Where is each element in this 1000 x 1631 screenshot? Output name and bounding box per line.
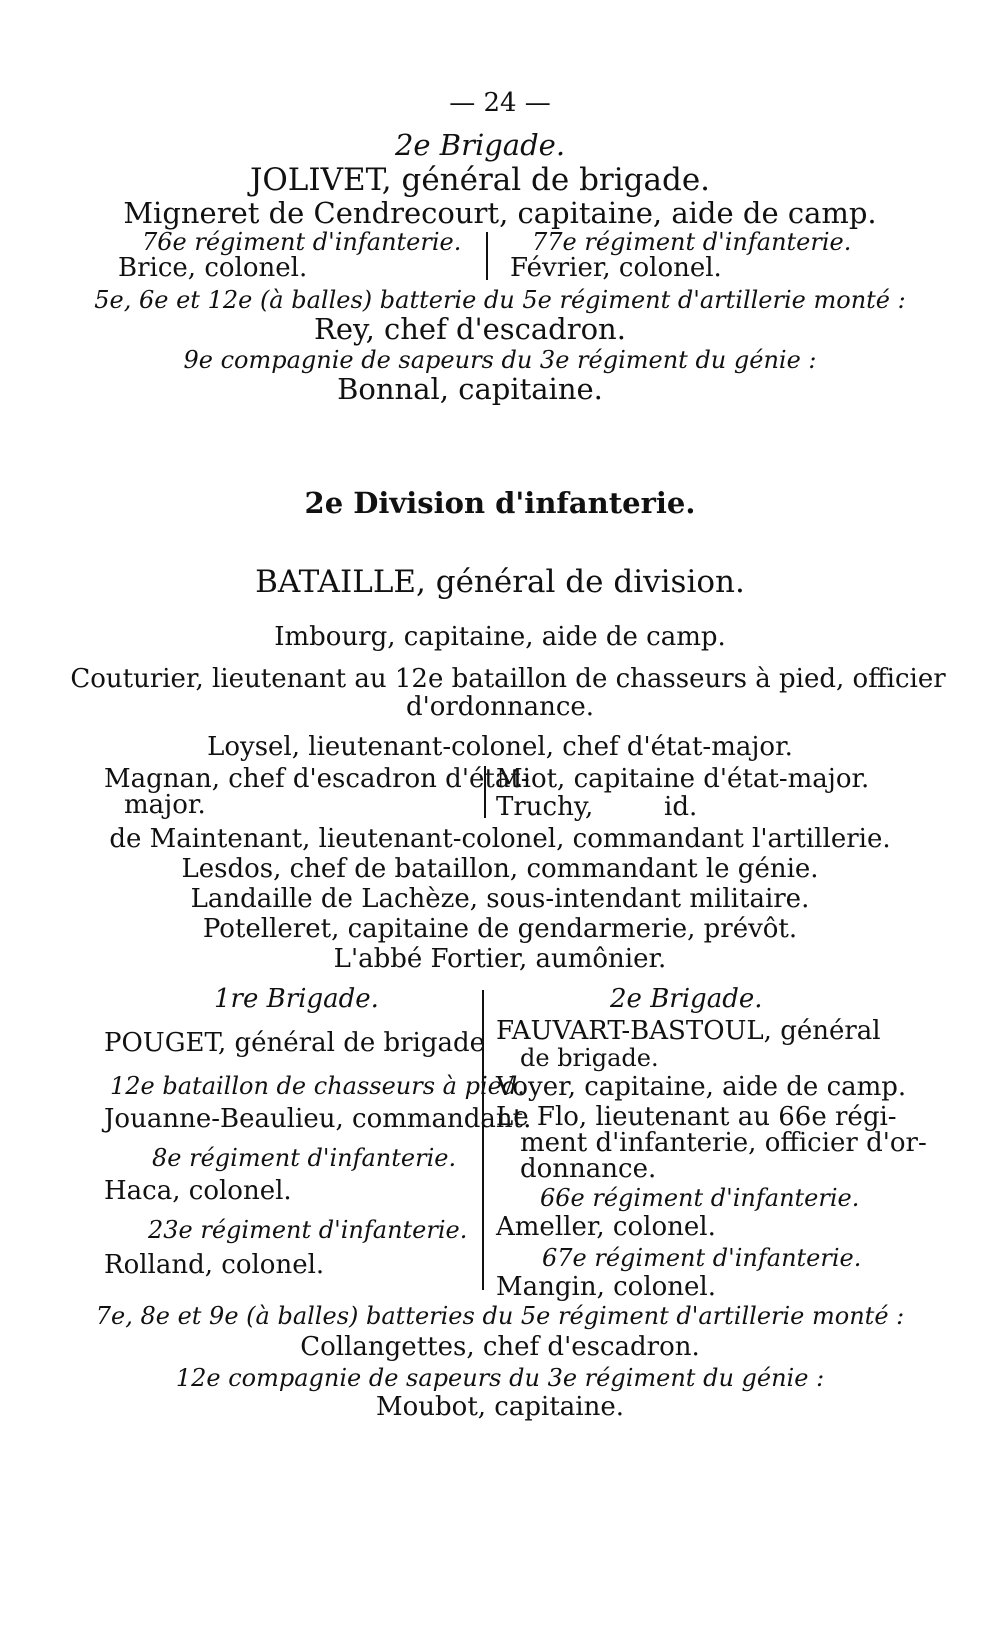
footer-engineers-cmd: Moubot, capitaine. bbox=[376, 1392, 624, 1422]
section1-general: JOLIVET, général de brigade. bbox=[249, 162, 711, 198]
section1-right-commander: Février, colonel. bbox=[510, 253, 722, 283]
section1-left-regiment: 76e régiment d'infanterie. bbox=[142, 228, 462, 256]
section1-engineers: 9e compagnie de sapeurs du 3e régiment du génie : bbox=[183, 346, 817, 374]
footer-artillery: 7e, 8e et 9e (à balles) batteries du 5e régiment d'artillerie monté : bbox=[95, 1302, 905, 1330]
division-artillery-cmd: de Maintenant, lieutenant-colonel, commandant l'artillerie. bbox=[109, 824, 891, 854]
brigade2-ordonnance-line3: donnance. bbox=[520, 1154, 657, 1184]
division-engineers-cmd: Lesdos, chef de bataillon, commandant le génie. bbox=[181, 854, 819, 884]
brigade2-general-line1: FAUVART-BASTOUL, général bbox=[496, 1016, 881, 1046]
brigade1-reg1-cmd: Haca, colonel. bbox=[104, 1176, 292, 1206]
brigade1-chasseurs-cmd: Jouanne-Beaulieu, commandant. bbox=[104, 1104, 532, 1134]
division-staff-right-line1: Miot, capitaine d'état-major. bbox=[496, 764, 870, 794]
division-aide: Imbourg, capitaine, aide de camp. bbox=[274, 622, 726, 652]
brigade1-chasseurs: 12e bataillon de chasseurs à pied. bbox=[110, 1072, 525, 1100]
brigade2-ordonnance-line1: Le Flo, lieutenant au 66e régi- bbox=[496, 1102, 897, 1132]
division-staff-right-line2-id: id. bbox=[664, 792, 698, 822]
division-prevot: Potelleret, capitaine de gendarmerie, prévôt. bbox=[202, 914, 798, 944]
column-divider bbox=[484, 766, 486, 818]
section1-artillery-commander: Rey, chef d'escadron. bbox=[314, 312, 626, 346]
division-ordonnance-line1: Couturier, lieutenant au 12e bataillon de chasseurs à pied, officier bbox=[70, 664, 946, 694]
division-intendant: Landaille de Lachèze, sous-intendant militaire. bbox=[190, 884, 810, 914]
footer-engineers: 12e compagnie de sapeurs du 3e régiment du génie : bbox=[175, 1364, 825, 1392]
brigade1-reg2: 23e régiment d'infanterie. bbox=[148, 1216, 468, 1244]
column-divider bbox=[486, 232, 488, 280]
brigade2-reg2-cmd: Mangin, colonel. bbox=[496, 1272, 716, 1302]
brigade2-aide: Voyer, capitaine, aide de camp. bbox=[496, 1072, 907, 1102]
division-heading: 2e Division d'infanterie. bbox=[304, 486, 696, 520]
division-chief-staff: Loysel, lieutenant-colonel, chef d'état-major. bbox=[207, 732, 793, 762]
footer-artillery-cmd: Collangettes, chef d'escadron. bbox=[300, 1332, 700, 1362]
section1-engineers-commander: Bonnal, capitaine. bbox=[337, 372, 603, 406]
brigade1-general: POUGET, général de brigade bbox=[104, 1028, 486, 1058]
section1-right-regiment: 77e régiment d'infanterie. bbox=[532, 228, 852, 256]
brigade1-heading: 1re Brigade. bbox=[214, 984, 379, 1014]
brigade2-heading: 2e Brigade. bbox=[610, 984, 763, 1014]
section1-artillery: 5e, 6e et 12e (à balles) batterie du 5e régiment d'artillerie monté : bbox=[94, 286, 906, 314]
brigade2-reg2: 67e régiment d'infanterie. bbox=[542, 1244, 862, 1272]
section1-aide: Migneret de Cendrecourt, capitaine, aide de camp. bbox=[123, 196, 877, 230]
division-aumonier: L'abbé Fortier, aumônier. bbox=[333, 944, 667, 974]
brigade2-reg1: 66e régiment d'infanterie. bbox=[540, 1184, 860, 1212]
section1-heading: 2e Brigade. bbox=[394, 128, 566, 162]
division-staff-right-line2-name: Truchy, bbox=[496, 792, 594, 822]
brigade2-ordonnance-line2: ment d'infanterie, officier d'or- bbox=[520, 1128, 927, 1158]
division-ordonnance-line2: d'ordonnance. bbox=[405, 692, 595, 722]
page-number: — 24 — bbox=[449, 88, 551, 118]
brigade2-reg1-cmd: Ameller, colonel. bbox=[496, 1212, 716, 1242]
brigade2-general-line2: de brigade. bbox=[520, 1044, 659, 1072]
division-staff-left-line1: Magnan, chef d'escadron d'état- bbox=[104, 764, 530, 794]
division-staff-left-line2: major. bbox=[124, 790, 206, 820]
brigade1-reg2-cmd: Rolland, colonel. bbox=[104, 1250, 325, 1280]
section1-left-commander: Brice, colonel. bbox=[118, 253, 308, 283]
brigade1-reg1: 8e régiment d'infanterie. bbox=[152, 1144, 457, 1172]
division-general: BATAILLE, général de division. bbox=[255, 564, 745, 600]
